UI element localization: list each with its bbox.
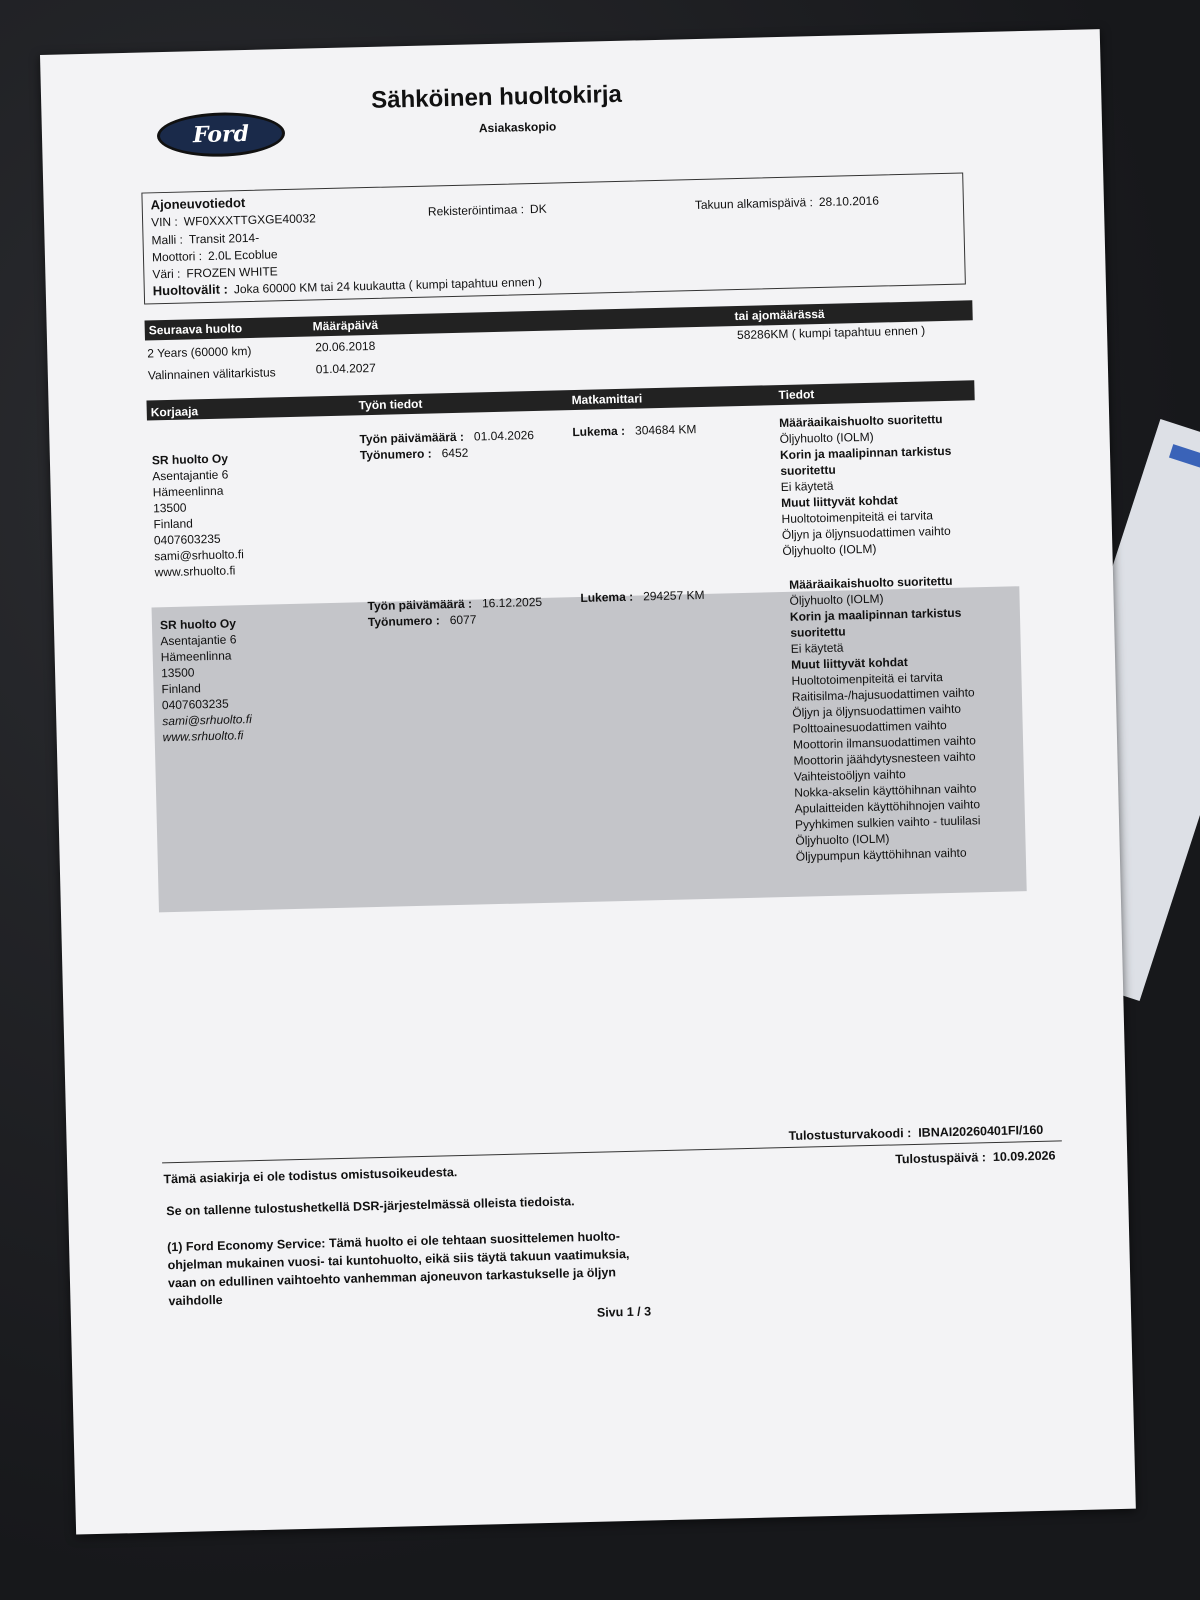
- shop-name: SR huolto Oy: [151, 451, 229, 468]
- detail-line: Korin ja maalipinnan tarkistus: [779, 443, 952, 463]
- engine-label: Moottori :: [151, 249, 203, 265]
- work-number-label: Työnumero :: [367, 613, 440, 630]
- shop-website: www.srhuolto.fi: [162, 728, 244, 745]
- engine-value: 2.0L Ecoblue: [207, 247, 278, 263]
- shop-phone: 0407603235: [153, 531, 221, 548]
- model-row: [151, 231, 259, 248]
- shop-street: Asentajantie 6: [152, 467, 229, 484]
- col-odometer: Matkamittari: [571, 391, 643, 408]
- detail-line: suoritettu: [780, 462, 836, 479]
- record-1-work: [359, 427, 534, 463]
- next-service-name-1: 2 Years (60000 km): [147, 343, 252, 361]
- detail-line: Moottorin ilmansuodattimen vaihto: [792, 733, 976, 752]
- security-code-label: Tulostusturvakoodi :: [788, 1126, 912, 1144]
- service-record-page: [40, 29, 1136, 1534]
- col-details: Tiedot: [778, 387, 815, 403]
- shop-postcode: 13500: [160, 665, 195, 681]
- page-number: Sivu 1 / 3: [596, 1304, 652, 1320]
- shop-email: sami@srhuolto.fi: [162, 712, 253, 729]
- detail-line: Korin ja maalipinnan tarkistus: [789, 605, 962, 624]
- vehicle-info-box: [141, 172, 965, 304]
- security-code: IBNAI20260401FI/160: [918, 1122, 1044, 1140]
- record-1-details: [779, 411, 954, 559]
- shop-name: SR huolto Oy: [159, 616, 237, 633]
- next-service-date-1: 20.06.2018: [315, 338, 376, 355]
- detail-line: Muut liittyvät kohdat: [790, 654, 908, 672]
- model-value: Transit 2014-: [188, 230, 260, 247]
- vehicle-heading: Ajoneuvotiedot: [150, 195, 246, 213]
- detail-line: Öljyn ja öljynsuodattimen vaihto: [781, 523, 951, 543]
- reading-label: Lukema :: [572, 423, 626, 440]
- work-date: 01.04.2026: [473, 428, 535, 444]
- detail-line: Öljyn ja öljynsuodattimen vaihto: [792, 701, 962, 720]
- print-date-row: [895, 1149, 1056, 1167]
- shop-street: Asentajantie 6: [160, 632, 237, 649]
- detail-line: Muut liittyvät kohdat: [780, 493, 898, 511]
- col-next-service: Seuraava huolto: [148, 321, 243, 338]
- document-title: Sähköinen huoltokirja: [370, 80, 623, 114]
- next-service-date-2: 01.04.2027: [315, 360, 376, 377]
- shop-website: www.srhuolto.fi: [154, 563, 236, 580]
- shop-phone: 0407603235: [161, 696, 229, 713]
- record-2-details: [789, 572, 981, 864]
- box-label-strip: [1169, 444, 1200, 485]
- detail-line: Öljyhuolto (IOLM): [779, 429, 874, 447]
- detail-line: Ei käytetä: [790, 640, 844, 656]
- ford-logo: [156, 111, 285, 158]
- shop-city: Hämeenlinna: [160, 648, 232, 665]
- security-code-row: [788, 1123, 1043, 1143]
- logo-text: Ford: [192, 120, 250, 149]
- detail-line: suoritettu: [790, 624, 846, 640]
- shop-country: Finland: [161, 681, 202, 697]
- print-date-label: Tulostuspäivä :: [895, 1150, 987, 1167]
- reg-country-row: [428, 202, 547, 219]
- record-1-odometer: [572, 421, 696, 440]
- disclaimer-record: Se on tallenne tulostushetkellä DSR-järjestelmässä olleista tiedoista.: [166, 1194, 575, 1219]
- warranty-value: 28.10.2016: [818, 193, 880, 210]
- vin-value: WF0XXXTTGXGE40032: [183, 211, 316, 229]
- next-service-name-2: Valinnainen välitarkistus: [147, 365, 276, 383]
- detail-line: Moottorin jäähdytysnesteen vaihto: [793, 749, 976, 768]
- work-number: 6077: [449, 612, 477, 628]
- col-due-date: Määräpäivä: [312, 317, 379, 334]
- record-1-shop: [152, 450, 245, 580]
- detail-line: Polttoainesuodattimen vaihto: [792, 718, 947, 736]
- shop-email: sami@srhuolto.fi: [154, 547, 244, 564]
- record-2-work: [367, 594, 542, 630]
- work-date-label: Työn päivämäärä :: [367, 596, 473, 614]
- col-repairer: Korjaaja: [150, 404, 199, 420]
- detail-line: Apulaitteiden käyttöhihnojen vaihto: [794, 797, 981, 816]
- detail-line: Öljyhuolto (IOLM): [789, 591, 884, 608]
- color-row: [152, 264, 278, 281]
- reading-value: 294257 KM: [642, 587, 705, 604]
- shop-country: Finland: [153, 516, 194, 532]
- detail-line: Huoltotoimenpiteitä ei tarvita: [781, 508, 934, 527]
- work-number-label: Työnumero :: [359, 446, 432, 463]
- warranty-row: [695, 194, 879, 212]
- vin-label: VIN :: [150, 214, 178, 230]
- detail-line: Pyyhkimen sulkien vaihto - tuulilasi: [794, 813, 981, 832]
- disclaimer-ownership: Tämä asiakirja ei ole todistus omistusoikeudesta.: [163, 1165, 458, 1187]
- detail-line: Ei käytetä: [780, 478, 834, 495]
- document-subtitle: Asiakaskopio: [478, 119, 557, 136]
- detail-line: Öljypumpun käyttöhihnan vaihto: [795, 845, 967, 864]
- warranty-label: Takuun alkamispäivä :: [694, 195, 814, 213]
- color-value: FROZEN WHITE: [186, 264, 278, 281]
- col-work-info: Työn tiedot: [358, 396, 423, 413]
- reading-label: Lukema :: [580, 589, 634, 605]
- detail-line: Raitisilma-/hajusuodattimen vaihto: [791, 685, 975, 704]
- engine-row: [152, 247, 278, 264]
- vin-row: [151, 211, 316, 229]
- economy-service-note: (1) Ford Economy Service: Tämä huolto ei ole tehtaan suosittelemen huolto-ohjelman mukainen vuosi- tai kuntohuolto, eikä siis täytä takuun vaatimuksia, vaan on edullinen vaihtoehto vanhemman ajoneuvon tarkastukselle ja öljyn vaihdolle: [166, 1229, 630, 1309]
- interval-label: Huoltovälit :: [152, 281, 229, 299]
- record-2-odometer: [580, 587, 704, 606]
- detail-line: Huoltotoimenpiteitä ei tarvita: [791, 670, 944, 688]
- work-date: 16.12.2025: [481, 594, 543, 611]
- detail-line: Öljyhuolto (IOLM): [782, 541, 877, 559]
- reg-country-label: Rekisteröintimaa :: [427, 202, 525, 219]
- model-label: Malli :: [151, 232, 184, 248]
- detail-line: Määräaikaishuolto suoritettu: [779, 412, 943, 431]
- detail-line: Nokka-akselin käyttöhihnan vaihto: [794, 781, 977, 800]
- detail-line: Vaihteistoöljyn vaihto: [793, 767, 906, 784]
- record-2-shop: [160, 615, 253, 745]
- col-mileage: tai ajomäärässä: [734, 306, 825, 324]
- work-number: 6452: [441, 445, 469, 461]
- shop-postcode: 13500: [152, 500, 187, 516]
- detail-line: Määräaikaishuolto suoritettu: [788, 573, 953, 592]
- work-date-label: Työn päivämäärä :: [359, 429, 465, 447]
- print-date: 10.09.2026: [992, 1148, 1056, 1165]
- next-service-km-1: 58286KM ( kumpi tapahtuu ennen ): [736, 323, 926, 343]
- reading-value: 304684 KM: [634, 422, 697, 438]
- reg-country-value: DK: [529, 201, 547, 217]
- interval-value: Joka 60000 KM tai 24 kuukautta ( kumpi tapahtuu ennen ): [233, 274, 543, 297]
- color-label: Väri :: [152, 266, 181, 282]
- detail-line: Öljyhuolto (IOLM): [795, 831, 890, 848]
- shop-city: Hämeenlinna: [152, 483, 224, 500]
